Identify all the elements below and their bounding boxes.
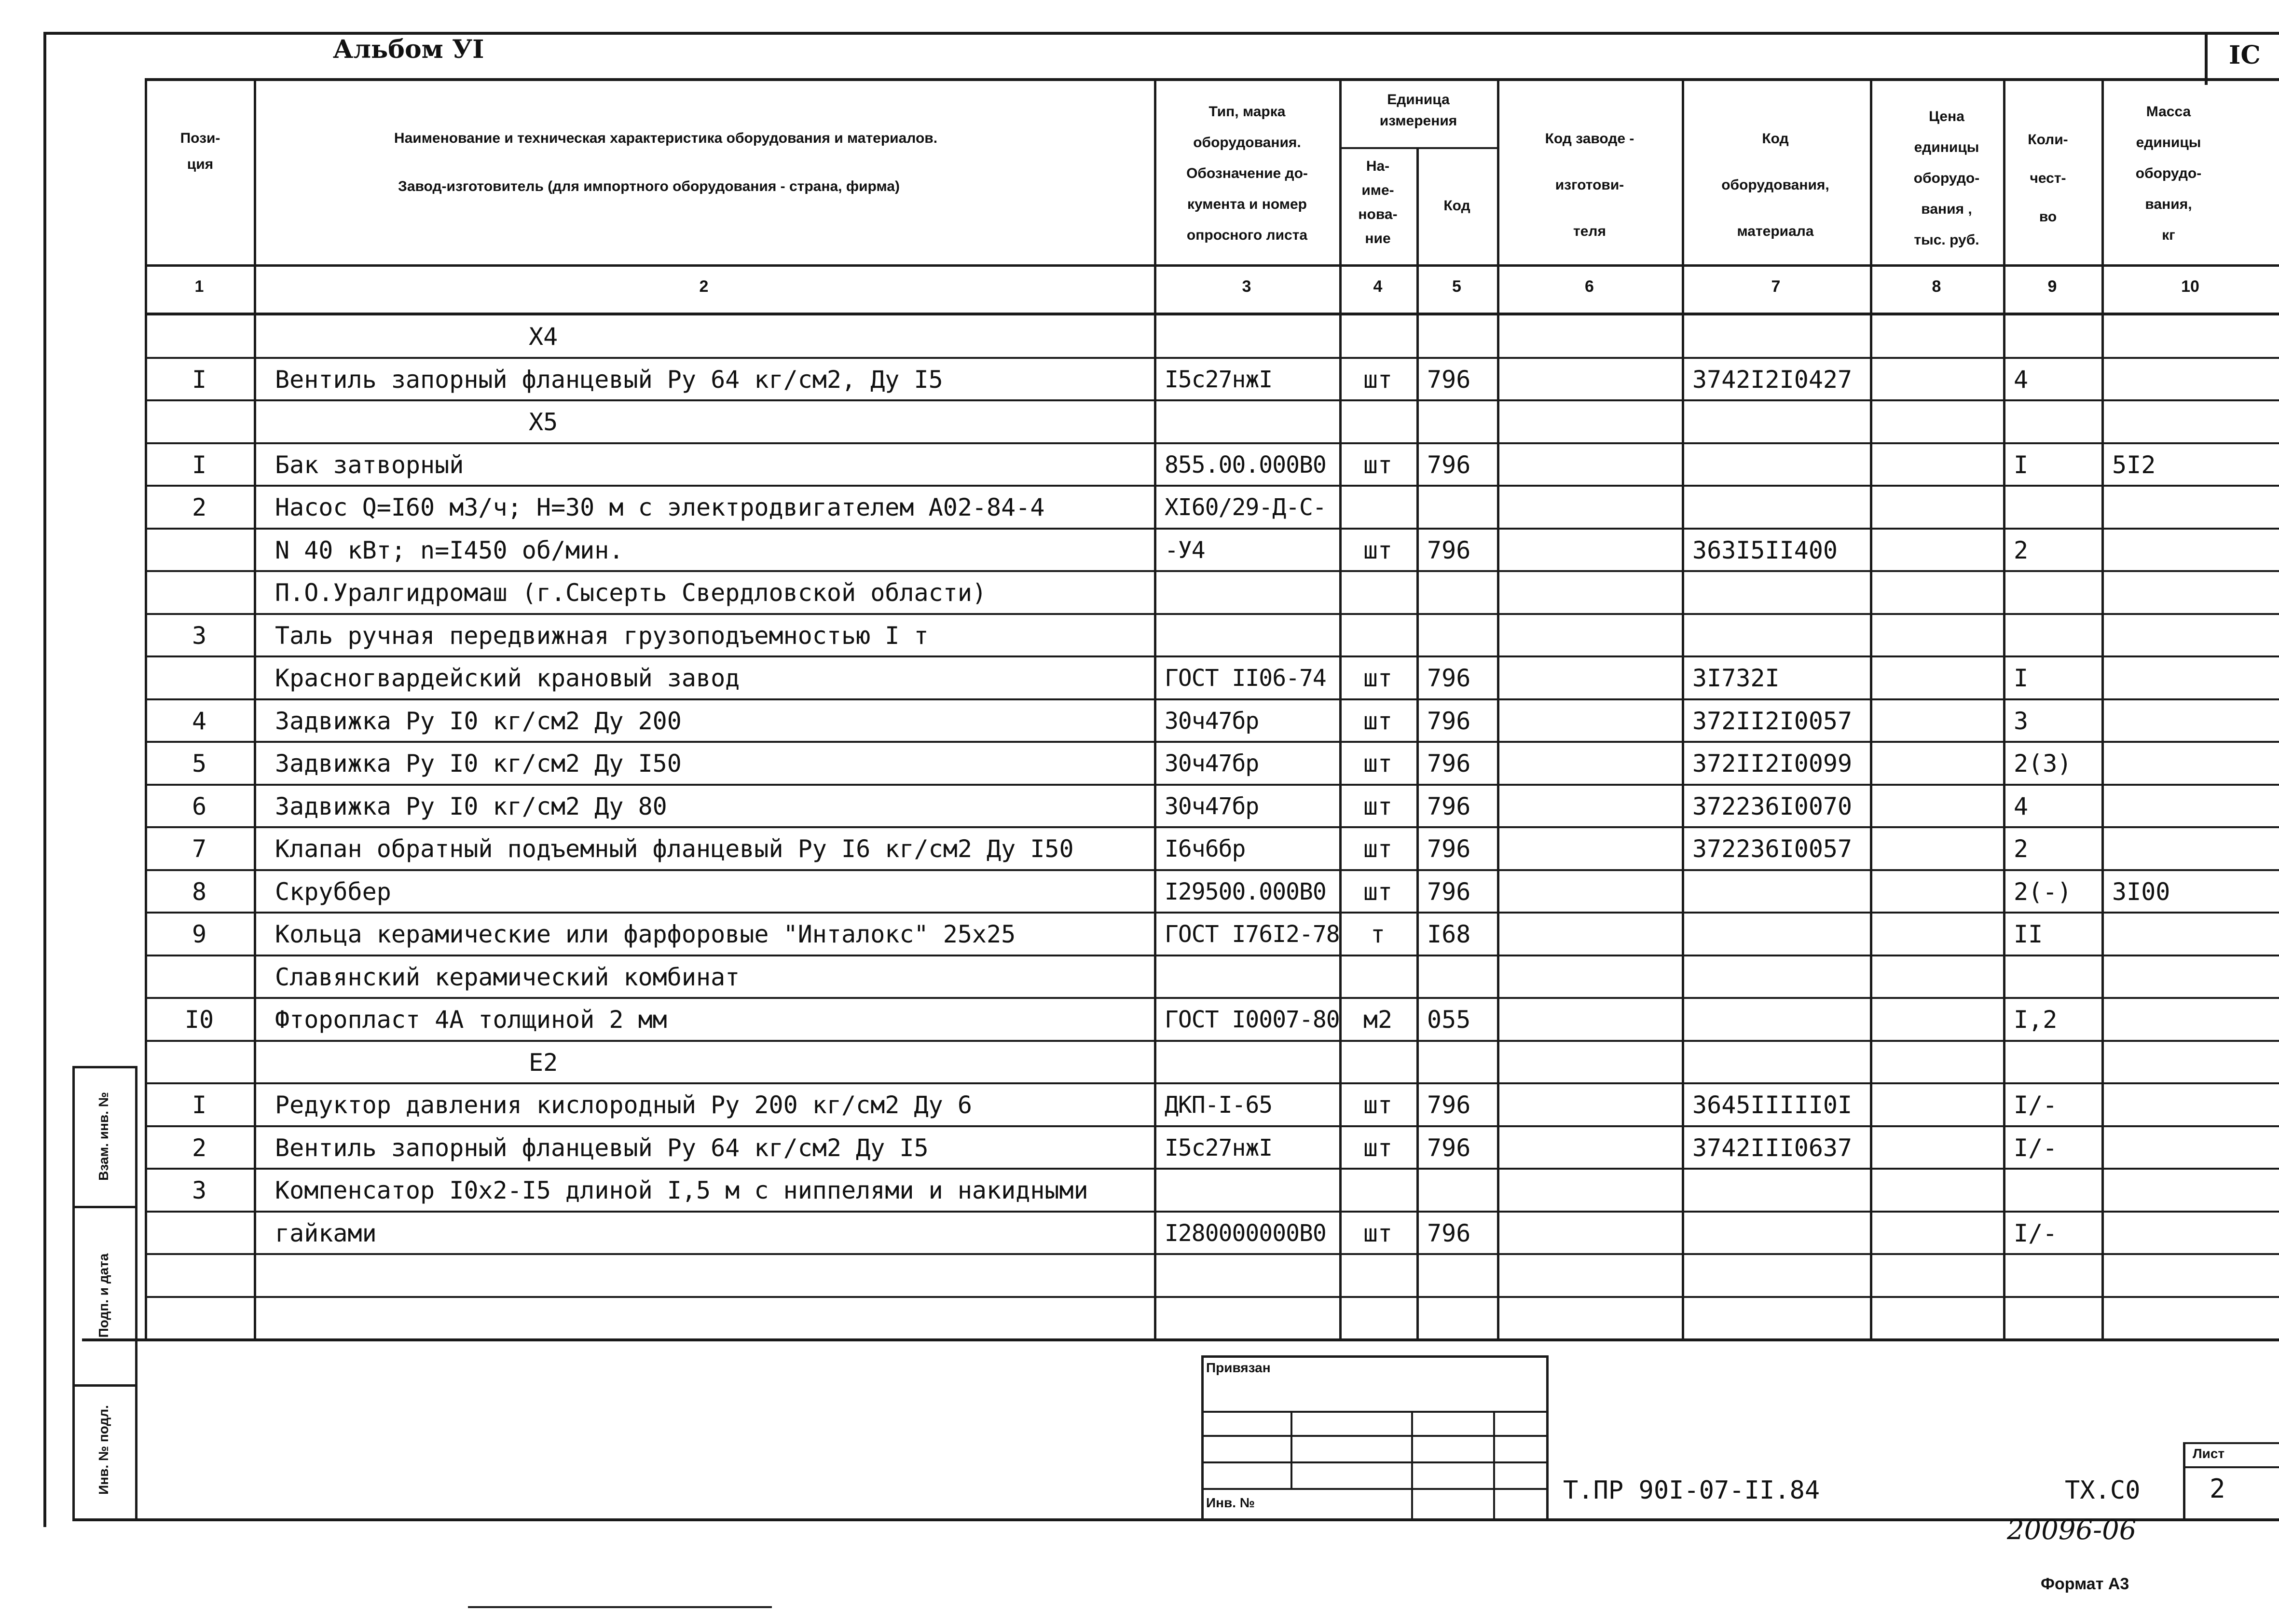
table-cell-code: 796 xyxy=(1427,664,1471,692)
row-separator xyxy=(145,955,2279,956)
table-cell-type: I29500.000В0 xyxy=(1165,878,1326,905)
table-cell-unit: шт xyxy=(1363,1219,1393,1247)
table-cell-unit: шт xyxy=(1363,1133,1393,1162)
stamp-inv-label: Инв. № xyxy=(1206,1495,1255,1510)
side-label-zam: Взам. инв. № xyxy=(96,1092,111,1181)
sheet-box-top xyxy=(2183,1442,2279,1444)
table-cell-name: Славянский керамический комбинат xyxy=(275,963,740,991)
doc-mark: ТХ.С0 xyxy=(2065,1476,2141,1505)
table-cell-pos: 7 xyxy=(192,835,207,863)
sheet-number: 2 xyxy=(2210,1474,2225,1504)
column-number: 9 xyxy=(2047,277,2057,296)
row-separator xyxy=(145,912,2279,914)
table-cell-unit: шт xyxy=(1363,750,1393,778)
header-equip-code: Код оборудования, материала xyxy=(1721,131,1829,239)
stamp-bound-label: Привязан xyxy=(1206,1360,1271,1375)
table-cell-name: Вентиль запорный фланцевый Ру 64 кг/см2, Ду I5 xyxy=(275,365,943,394)
table-cell-qty: I/- xyxy=(2014,1219,2058,1247)
column-number: 6 xyxy=(1585,277,1594,296)
table-cell-name: Задвижка Ру I0 кг/см2 Ду 80 xyxy=(275,792,667,820)
table-cell-code: 796 xyxy=(1427,750,1471,778)
column-number: 10 xyxy=(2181,277,2199,296)
table-cell-name: Компенсатор I0х2-I5 длиной I,5 м с ниппелями и накидными xyxy=(275,1176,1088,1204)
row-separator xyxy=(145,741,2279,743)
column-line xyxy=(1416,147,1419,1338)
table-cell-qty: I/- xyxy=(2014,1091,2058,1119)
table-cell-name: Таль ручная передвижная грузоподъемностью I т xyxy=(275,621,929,650)
table-cell-type: 30ч47бр xyxy=(1165,750,1259,777)
column-number: 5 xyxy=(1452,277,1461,296)
table-cell-name: гайками xyxy=(275,1219,377,1247)
table-cell-pos: 2 xyxy=(192,1133,207,1162)
stamp-box-right xyxy=(1546,1355,1549,1519)
row-separator xyxy=(145,1296,2279,1298)
table-cell-code: 796 xyxy=(1427,877,1471,906)
table-cell-name: Клапан обратный подъемный фланцевый Ру I6 кг/см2 Ду I50 xyxy=(275,835,1074,863)
row-separator xyxy=(145,784,2279,786)
table-cell-unit: шт xyxy=(1363,664,1393,692)
table-cell-name: Е2 xyxy=(529,1048,558,1077)
side-strip-left xyxy=(72,1066,75,1521)
row-separator xyxy=(145,1125,2279,1127)
table-cell-type: ГОСТ I0007-80 xyxy=(1165,1006,1340,1033)
stamp-box-row1 xyxy=(1201,1411,1549,1413)
table-top-line xyxy=(145,78,2279,81)
table-cell-qty: I/- xyxy=(2014,1133,2058,1162)
row-separator xyxy=(145,1040,2279,1042)
frame-bottom xyxy=(72,1518,2279,1521)
table-cell-equip: 372II2I0057 xyxy=(1692,707,1853,735)
row-separator xyxy=(145,528,2279,530)
table-cell-mass: 3I00 xyxy=(2112,877,2170,906)
header-type: Тип, марка оборудования. Обозначение до- кумента и номер опросного листа xyxy=(1186,104,1308,243)
stamp-box-col3 xyxy=(1493,1411,1495,1519)
table-cell-equip: 3742I2I0427 xyxy=(1692,365,1853,394)
table-cell-equip: 372236I0057 xyxy=(1692,835,1853,863)
table-cell-type: ДКП-I-65 xyxy=(1165,1092,1273,1119)
table-cell-name: Красногвардейский крановый завод xyxy=(275,664,740,692)
table-cell-unit: шт xyxy=(1363,536,1393,564)
table-cell-pos: 5 xyxy=(192,750,207,778)
table-cell-name: N 40 кВт; n=I450 об/мин. xyxy=(275,536,624,564)
table-cell-code: 796 xyxy=(1427,1219,1471,1247)
table-cell-code: 796 xyxy=(1427,707,1471,735)
header-position: Пози- ция xyxy=(180,130,220,172)
column-number: 1 xyxy=(194,277,204,296)
header-unit: Единица измерения xyxy=(1379,92,1457,129)
table-cell-code: 055 xyxy=(1427,1006,1471,1034)
header-unit-code: Код xyxy=(1443,198,1470,214)
table-cell-pos: 6 xyxy=(192,792,207,820)
table-cell-equip: 372236I0070 xyxy=(1692,792,1853,820)
frame-left xyxy=(43,32,46,1527)
album-title: Альбом УI xyxy=(333,35,484,64)
column-line xyxy=(2101,78,2104,1338)
header-qty: Коли- чест- во xyxy=(2028,132,2068,225)
table-cell-type: I6ч6бр xyxy=(1165,835,1246,862)
row-separator xyxy=(145,570,2279,572)
table-cell-unit: шт xyxy=(1363,877,1393,906)
table-cell-qty: 2(3) xyxy=(2014,750,2072,778)
table-cell-name: Х5 xyxy=(529,408,558,436)
table-cell-type: I5с27нжI xyxy=(1165,1134,1273,1161)
table-cell-qty: I xyxy=(2014,664,2029,692)
table-cell-qty: 4 xyxy=(2014,792,2029,820)
stamp-box-row4 xyxy=(1201,1488,1549,1490)
table-cell-qty: 2(-) xyxy=(2014,877,2072,906)
table-cell-pos: I xyxy=(192,450,207,479)
table-cell-code: 796 xyxy=(1427,1133,1471,1162)
table-cell-name: Насос Q=I60 м3/ч; Н=30 м с электродвигателем А02-84-4 xyxy=(275,493,1045,521)
row-separator xyxy=(145,613,2279,615)
bottom-dash xyxy=(468,1606,772,1608)
row-separator xyxy=(145,1168,2279,1170)
table-cell-type: ГОСТ I76I2-78 xyxy=(1165,921,1340,948)
table-cell-code: 796 xyxy=(1427,1091,1471,1119)
table-cell-qty: II xyxy=(2014,920,2043,948)
column-line xyxy=(1870,78,1872,1338)
format-label: Формат А3 xyxy=(2041,1575,2129,1593)
table-cell-name: Х4 xyxy=(529,323,558,351)
column-number: 3 xyxy=(1242,277,1251,296)
column-number: 4 xyxy=(1373,277,1383,296)
corner-mark: IC xyxy=(2229,41,2261,70)
side-strip-right xyxy=(135,1066,137,1521)
row-separator xyxy=(145,655,2279,657)
table-cell-equip: 372II2I0099 xyxy=(1692,750,1853,778)
header-factory-code: Код заводе - изготови- теля xyxy=(1545,131,1634,239)
column-line xyxy=(1497,78,1499,1338)
column-line xyxy=(1154,78,1156,1338)
table-cell-pos: 2 xyxy=(192,493,207,521)
table-cell-type: 855.00.000В0 xyxy=(1165,451,1326,478)
row-separator xyxy=(145,1253,2279,1255)
table-cell-name: Кольца керамические или фарфоровые "Инталокс" 25х25 xyxy=(275,920,1016,948)
sheet-label: Лист xyxy=(2193,1446,2225,1461)
row-separator xyxy=(145,485,2279,487)
table-cell-code: 796 xyxy=(1427,365,1471,394)
table-cell-pos: I0 xyxy=(184,1006,214,1034)
column-line xyxy=(1682,78,1684,1338)
table-cell-pos: 8 xyxy=(192,877,207,906)
table-cell-unit: шт xyxy=(1363,707,1393,735)
table-cell-code: 796 xyxy=(1427,792,1471,820)
frame-corner-divider xyxy=(2205,32,2208,85)
table-cell-equip: 3742III0637 xyxy=(1692,1133,1853,1162)
table-cell-unit: м2 xyxy=(1363,1006,1393,1034)
table-cell-unit: шт xyxy=(1363,835,1393,863)
table-cell-type: -У4 xyxy=(1165,536,1205,564)
row-separator xyxy=(145,1082,2279,1084)
table-cell-code: 796 xyxy=(1427,835,1471,863)
row-separator xyxy=(145,1211,2279,1213)
row-separator xyxy=(145,357,2279,359)
table-cell-code: 796 xyxy=(1427,536,1471,564)
row-separator xyxy=(145,997,2279,999)
table-cell-qty: 2 xyxy=(2014,835,2029,863)
table-cell-pos: I xyxy=(192,365,207,394)
side-label-inv: Инв. № подл. xyxy=(96,1405,111,1495)
table-cell-type: I5с27нжI xyxy=(1165,366,1273,393)
table-cell-qty: 2 xyxy=(2014,536,2029,564)
column-line xyxy=(254,78,256,1338)
table-cell-name: Бак затворный xyxy=(275,450,464,479)
table-cell-unit: шт xyxy=(1363,792,1393,820)
table-cell-pos: 3 xyxy=(192,1176,207,1204)
side-label-podp: Подп. и дата xyxy=(96,1253,111,1338)
stamp-box-col1 xyxy=(1291,1411,1292,1488)
handwritten-number: 20096-06 xyxy=(2007,1515,2137,1546)
doc-code: Т.ПР 90I-07-II.84 xyxy=(1563,1476,1820,1505)
table-cell-qty: I,2 xyxy=(2014,1006,2058,1034)
table-cell-type: ГОСТ II06-74 xyxy=(1165,665,1326,692)
column-number: 8 xyxy=(1932,277,1941,296)
header-price: Цена единицы оборудо- вания , тыс. руб. xyxy=(1913,109,1980,248)
table-cell-name: Редуктор давления кислородный Ру 200 кг/см2 Ду 6 xyxy=(275,1091,972,1119)
table-cell-equip: 363I5II400 xyxy=(1692,536,1838,564)
stamp-box-top xyxy=(1201,1355,1549,1358)
row-separator xyxy=(145,826,2279,828)
stamp-top-line xyxy=(82,1338,2279,1341)
table-cell-pos: 9 xyxy=(192,920,207,948)
stamp-box-row3 xyxy=(1201,1461,1549,1463)
sheet-box-mid xyxy=(2183,1466,2279,1468)
sheet-box-left xyxy=(2183,1442,2185,1519)
column-number: 2 xyxy=(699,277,709,296)
table-cell-qty: I xyxy=(2014,450,2029,479)
row-separator xyxy=(145,698,2279,700)
table-cell-code: 796 xyxy=(1427,450,1471,479)
table-cell-equip: 3I732I xyxy=(1692,664,1780,692)
table-cell-qty: 3 xyxy=(2014,707,2029,735)
table-cell-unit: шт xyxy=(1363,450,1393,479)
colnum-bottom-line xyxy=(145,313,2279,315)
table-cell-type: ХI60/29-Д-С- xyxy=(1165,494,1326,521)
table-cell-unit: шт xyxy=(1363,365,1393,394)
header-name-line1: Наименование и техническая характеристика оборудования и материалов. xyxy=(394,130,938,146)
table-cell-name: Фторопласт 4А толщиной 2 мм xyxy=(275,1006,667,1034)
stamp-box-left xyxy=(1201,1355,1204,1519)
table-cell-pos: I xyxy=(192,1091,207,1119)
header-bottom-line xyxy=(145,264,2279,267)
table-cell-name: Вентиль запорный фланцевый Ру 64 кг/см2 Ду I5 xyxy=(275,1133,929,1162)
row-separator xyxy=(145,399,2279,401)
table-cell-name: Задвижка Ру I0 кг/см2 Ду 200 xyxy=(275,707,682,735)
column-number: 7 xyxy=(1771,277,1781,296)
header-name-line2: Завод-изготовитель (для импортного оборудования - страна, фирма) xyxy=(398,178,900,194)
table-cell-name: Задвижка Ру I0 кг/см2 Ду I50 xyxy=(275,750,682,778)
table-cell-pos: 4 xyxy=(192,707,207,735)
stamp-box-col2 xyxy=(1411,1411,1413,1519)
table-cell-type: 30ч47бр xyxy=(1165,707,1259,735)
table-cell-type: 30ч47бр xyxy=(1165,792,1259,820)
table-cell-name: Скруббер xyxy=(275,877,391,906)
table-cell-type: I280000000В0 xyxy=(1165,1219,1326,1247)
table-cell-qty: 4 xyxy=(2014,365,2029,394)
header-unit-name: На- име- нова- ние xyxy=(1358,158,1398,246)
table-cell-equip: 3645IIIII0I xyxy=(1692,1091,1853,1119)
table-cell-unit: шт xyxy=(1363,1091,1393,1119)
column-line xyxy=(2003,78,2005,1338)
stamp-box-row2 xyxy=(1201,1435,1549,1437)
table-cell-mass: 5I2 xyxy=(2112,450,2156,479)
header-mass: Масса единицы оборудо- вания, кг xyxy=(2135,104,2202,243)
table-cell-unit: т xyxy=(1370,920,1386,948)
table-cell-code: I68 xyxy=(1427,920,1471,948)
row-separator xyxy=(145,442,2279,444)
table-cell-name: П.О.Уралгидромаш (г.Сысерть Свердловской области) xyxy=(275,579,987,607)
table-cell-pos: 3 xyxy=(192,621,207,650)
row-separator xyxy=(145,869,2279,871)
